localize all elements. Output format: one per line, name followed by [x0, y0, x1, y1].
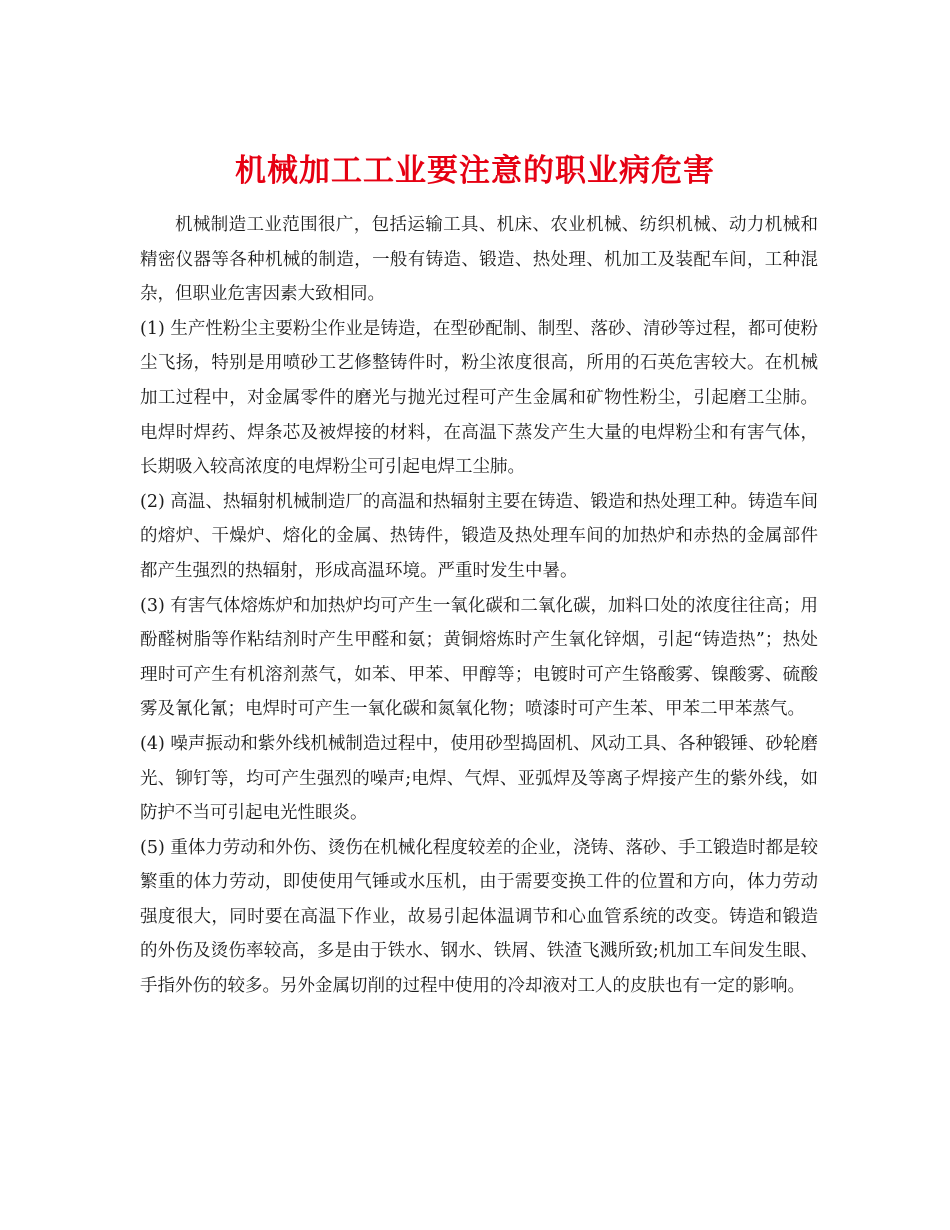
paragraph-noise-uv: (4) 噪声振动和紫外线机械制造过程中，使用砂型捣固机、风动工具、各种锻锤、砂轮磨光、铆钉等，均可产生强烈的噪声;电焊、气焊、亚弧焊及等离子焊接产生的紫外线，如防护不当可引起电光性眼炎。 — [140, 733, 818, 824]
document-title: 机械加工工业要注意的职业病危害 — [235, 152, 715, 189]
paragraph-dust: (1) 生产性粉尘主要粉尘作业是铸造，在型砂配制、制型、落砂、清砂等过程，都可使粉尘飞扬，特别是用喷砂工艺修整铸件时，粉尘浓度很高，所用的石英危害较大。在机械加工过程中，对金属零件的磨光与抛光过程可产生金属和矿物性粉尘，引起磨工尘肺。电焊时焊药、焊条芯及被焊接的材料，在高温下蒸发产生大量的电焊粉尘和有害气体，长期吸入较高浓度的电焊粉尘可引起电焊工尘肺。 — [140, 318, 818, 478]
paragraph-labor-injury: (5) 重体力劳动和外伤、烫伤在机械化程度较差的企业，浇铸、落砂、手工锻造时都是较繁重的体力劳动，即使使用气锤或水压机，由于需要变换工件的位置和方向，体力劳动强度很大，同时要在高温下作业，故易引起体温调节和心血管系统的改变。铸造和锻造的外伤及烫伤率较高，多是由于铁水、钢水、铁屑、铁渣飞溅所致;机加工车间发生眼、手指外伤的较多。另外金属切削的过程中使用的冷却液对工人的皮肤也有一定的影响。 — [140, 837, 818, 997]
paragraph-heat-radiation: (2) 高温、热辐射机械制造厂的高温和热辐射主要在铸造、锻造和热处理工种。铸造车间的熔炉、干燥炉、熔化的金属、热铸件，锻造及热处理车间的加热炉和赤热的金属部件都产生强烈的热辐射，形成高温环境。严重时发生中暑。 — [140, 491, 818, 581]
paragraph-intro: 机械制造工业范围很广，包括运输工具、机床、农业机械、纺织机械、动力机械和精密仪器等各种机械的制造，一般有铸造、锻造、热处理、机加工及装配车间，工种混杂，但职业危害因素大致相同。 — [140, 215, 818, 305]
document-body — [140, 208, 818, 1004]
paragraph-harmful-gas: (3) 有害气体熔炼炉和加热炉均可产生一氧化碳和二氧化碳，加料口处的浓度往往高；用酚醛树脂等作粘结剂时产生甲醛和氨；黄铜熔炼时产生氧化锌烟，引起“铸造热”；热处理时可产生有机溶剂蒸气，如苯、甲苯、甲醇等；电镀时可产生铬酸雾、镍酸雾、硫酸雾及氰化氰；电焊时可产生一氧化碳和氮氧化物；喷漆时可产生苯、甲苯二甲苯蒸气。 — [140, 595, 818, 720]
